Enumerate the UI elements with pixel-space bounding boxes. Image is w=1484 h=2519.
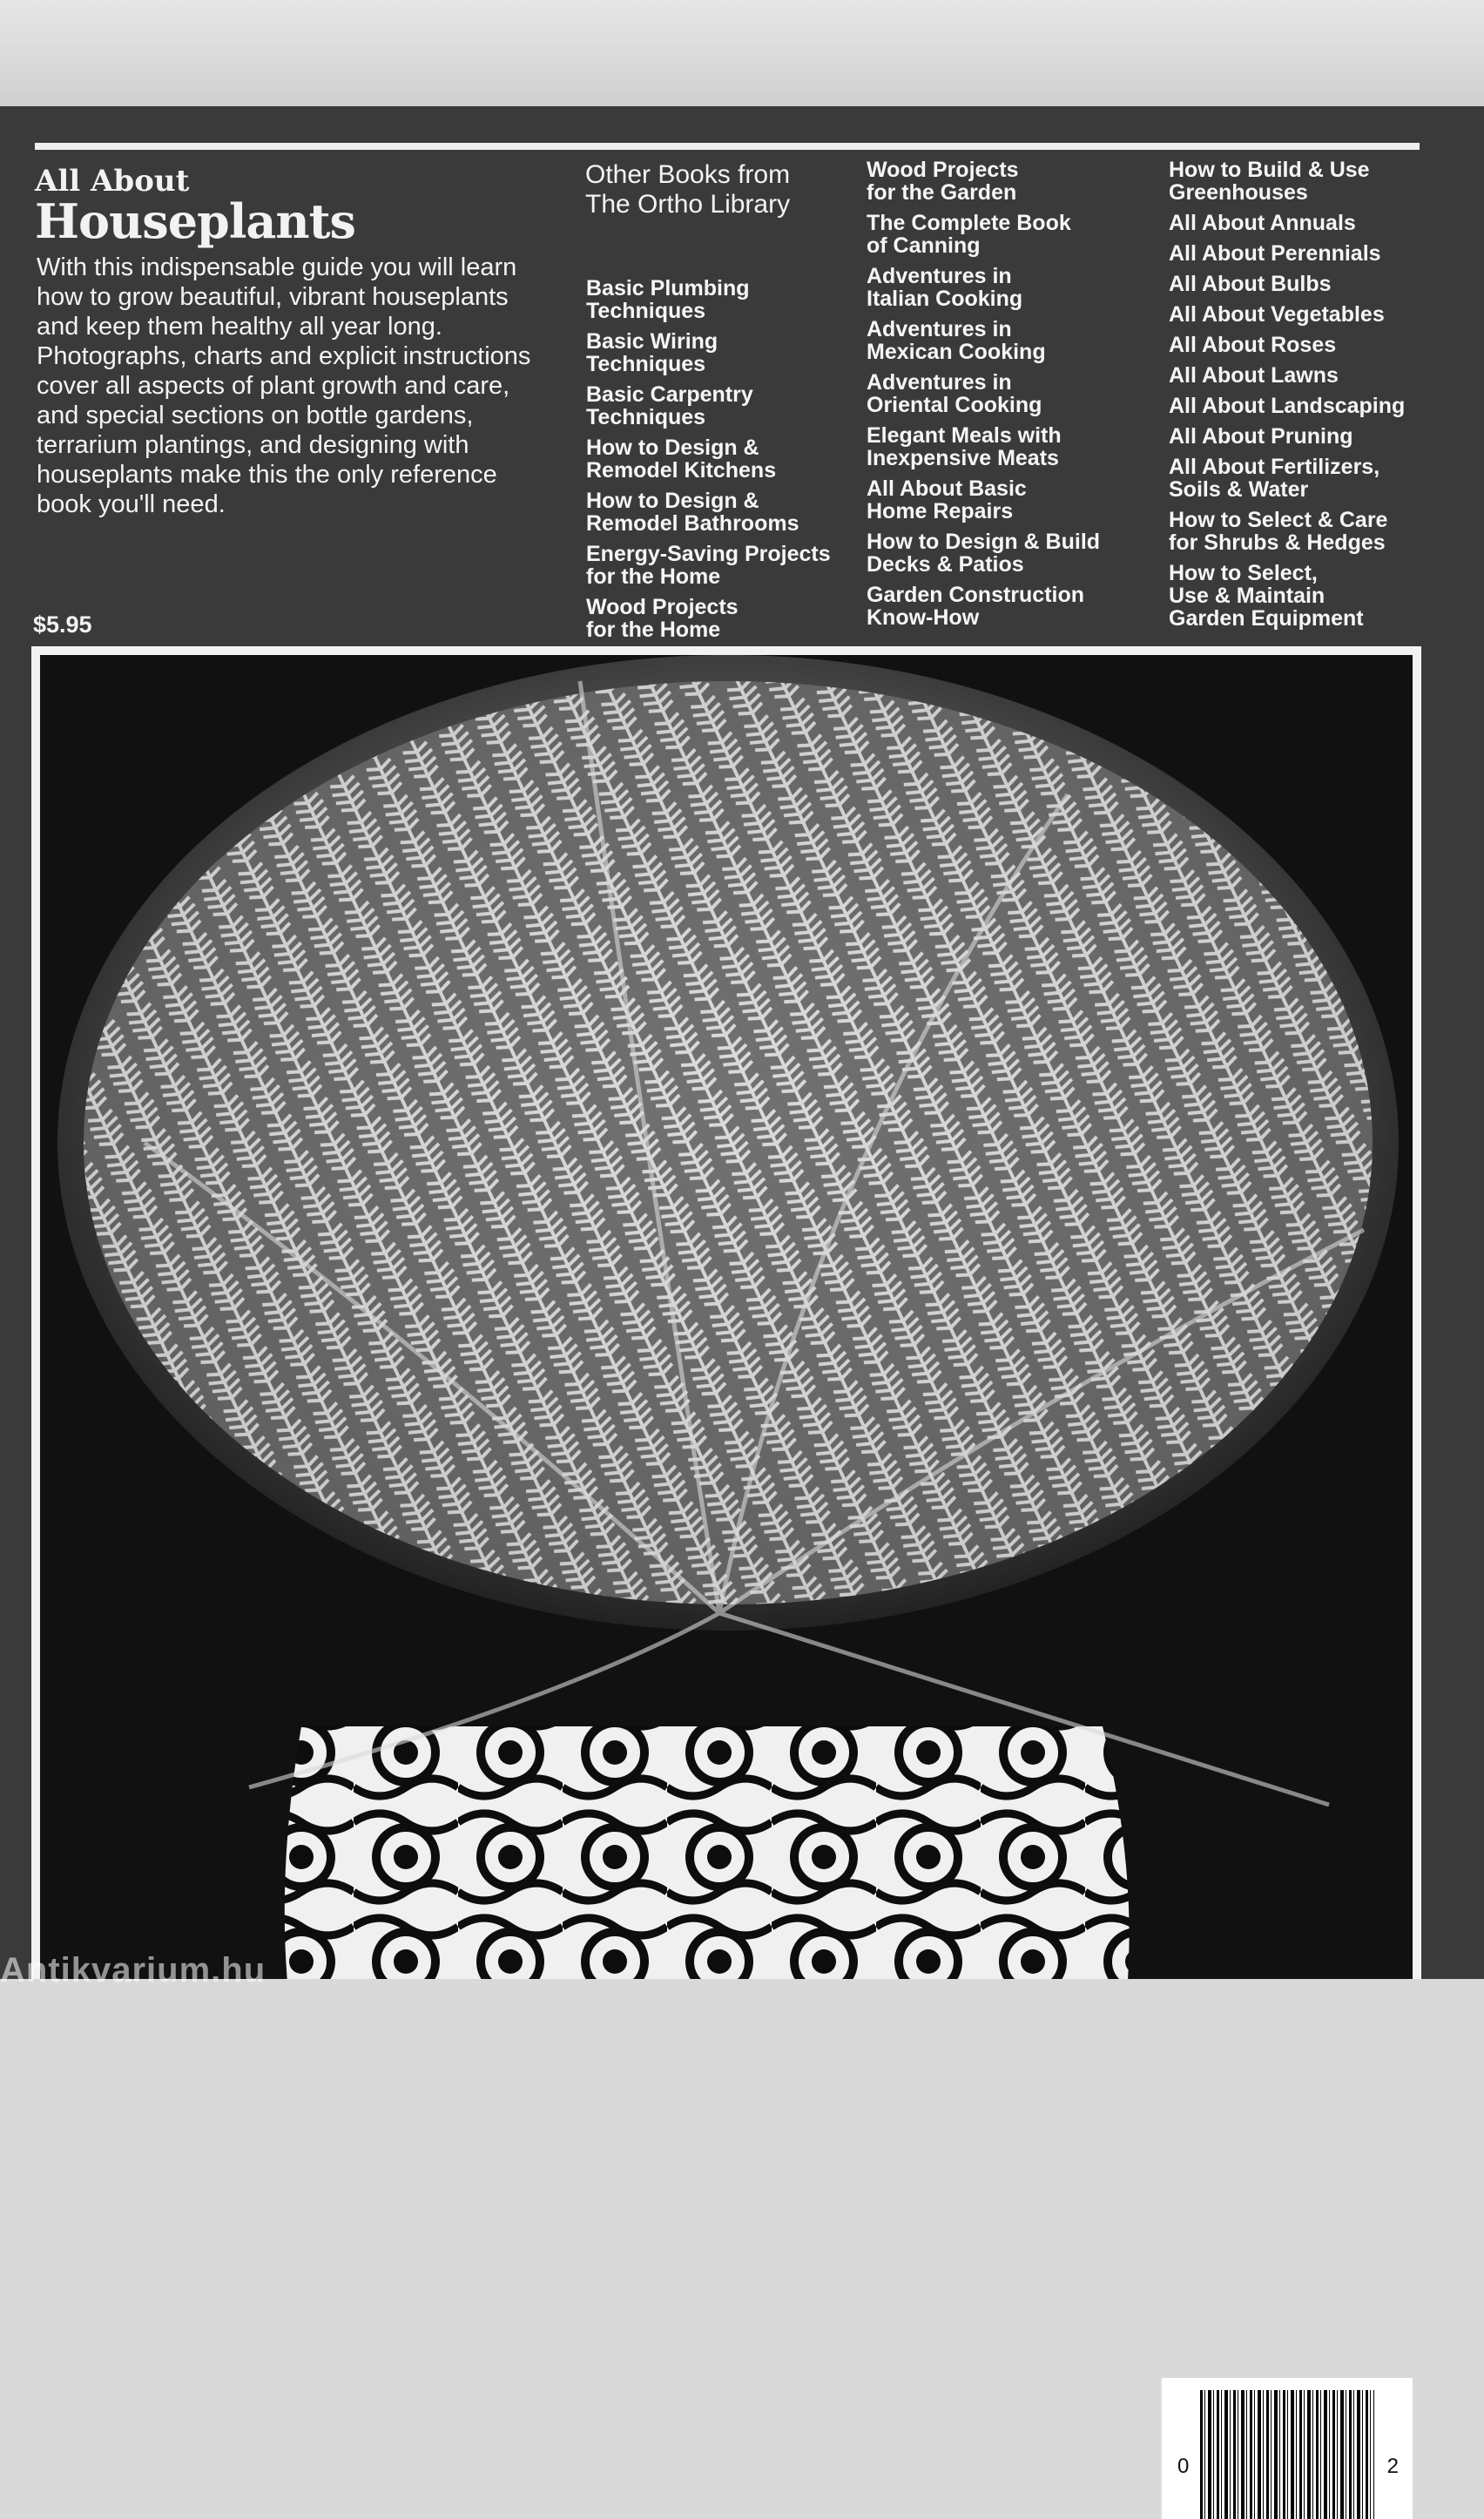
series-title: How to Build & Use Greenhouses [1169, 158, 1370, 205]
series-title: Elegant Meals with Inexpensive Meats [867, 423, 1062, 470]
series-title: All About Basic Home Repairs [867, 476, 1027, 523]
series-title: Adventures in Italian Cooking [867, 264, 1023, 311]
series-title: Wood Projects for the Home [586, 595, 739, 642]
series-list-column-2 [867, 159, 1100, 637]
series-title: Adventures in Oriental Cooking [867, 370, 1042, 417]
series-title: The Complete Book of Canning [867, 211, 1071, 258]
book-back-cover [0, 106, 1484, 2478]
series-title: Basic Plumbing Techniques [586, 276, 750, 323]
series-title: All About Bulbs [1169, 272, 1332, 296]
series-title: Basic Wiring Techniques [586, 329, 718, 376]
barcode-right-digit: 2 [1386, 2455, 1399, 2478]
barcode-bars [1200, 2390, 1374, 2519]
series-title: Energy-Saving Projects for the Home [586, 542, 831, 589]
series-title: How to Design & Build Decks & Patios [867, 530, 1101, 577]
series-heading: Other Books from The Ortho Library [585, 160, 791, 219]
series-title: Adventures in Mexican Cooking [867, 317, 1046, 364]
series-title: Basic Carpentry Techniques [586, 382, 753, 429]
series-title: How to Design & Remodel Bathrooms [586, 489, 799, 536]
price-label: $5.95 [33, 611, 92, 638]
title-line-1: All About [35, 164, 190, 199]
series-title: All About Landscaping [1169, 394, 1406, 418]
series-list-column-1 [586, 277, 831, 649]
table-surface [0, 0, 1484, 111]
series-title: Wood Projects for the Garden [867, 158, 1019, 205]
photo-frame [31, 646, 1421, 2478]
series-title: How to Design & Remodel Kitchens [586, 436, 777, 483]
series-title: All About Vegetables [1169, 302, 1385, 327]
series-title: All About Annuals [1169, 211, 1356, 235]
series-title: All About Pruning [1169, 424, 1353, 449]
book-title: Houseplants [35, 193, 355, 249]
series-title: All About Fertilizers, Soils & Water [1169, 455, 1380, 502]
barcode-left-digit: 0 [1177, 2455, 1190, 2478]
top-rule [35, 143, 1420, 150]
barcode [1160, 2378, 1413, 2519]
series-title: All About Perennials [1169, 241, 1381, 266]
series-title: How to Select, Use & Maintain Garden Equipment [1169, 561, 1364, 631]
fern-plant-image [40, 655, 1413, 1979]
series-list-column-3 [1169, 159, 1405, 638]
fern-photo [40, 655, 1413, 1979]
series-title: All About Roses [1169, 333, 1337, 357]
series-title: Garden Construction Know-How [867, 583, 1085, 630]
book-description: With this indispensable guide you will learn how to grow beautiful, vibrant houseplants and keep them healthy all year long. Photographs, charts and explicit instructions cover all aspects of plant growth and care, and special sections on bottle gardens, terrarium plantings, and designing with houseplants make this the only reference book you'll need. [37, 253, 531, 518]
watermark: Antikvarium.hu [0, 1951, 266, 1989]
series-title: All About Lawns [1169, 363, 1339, 388]
series-title: How to Select & Care for Shrubs & Hedges [1169, 508, 1388, 555]
